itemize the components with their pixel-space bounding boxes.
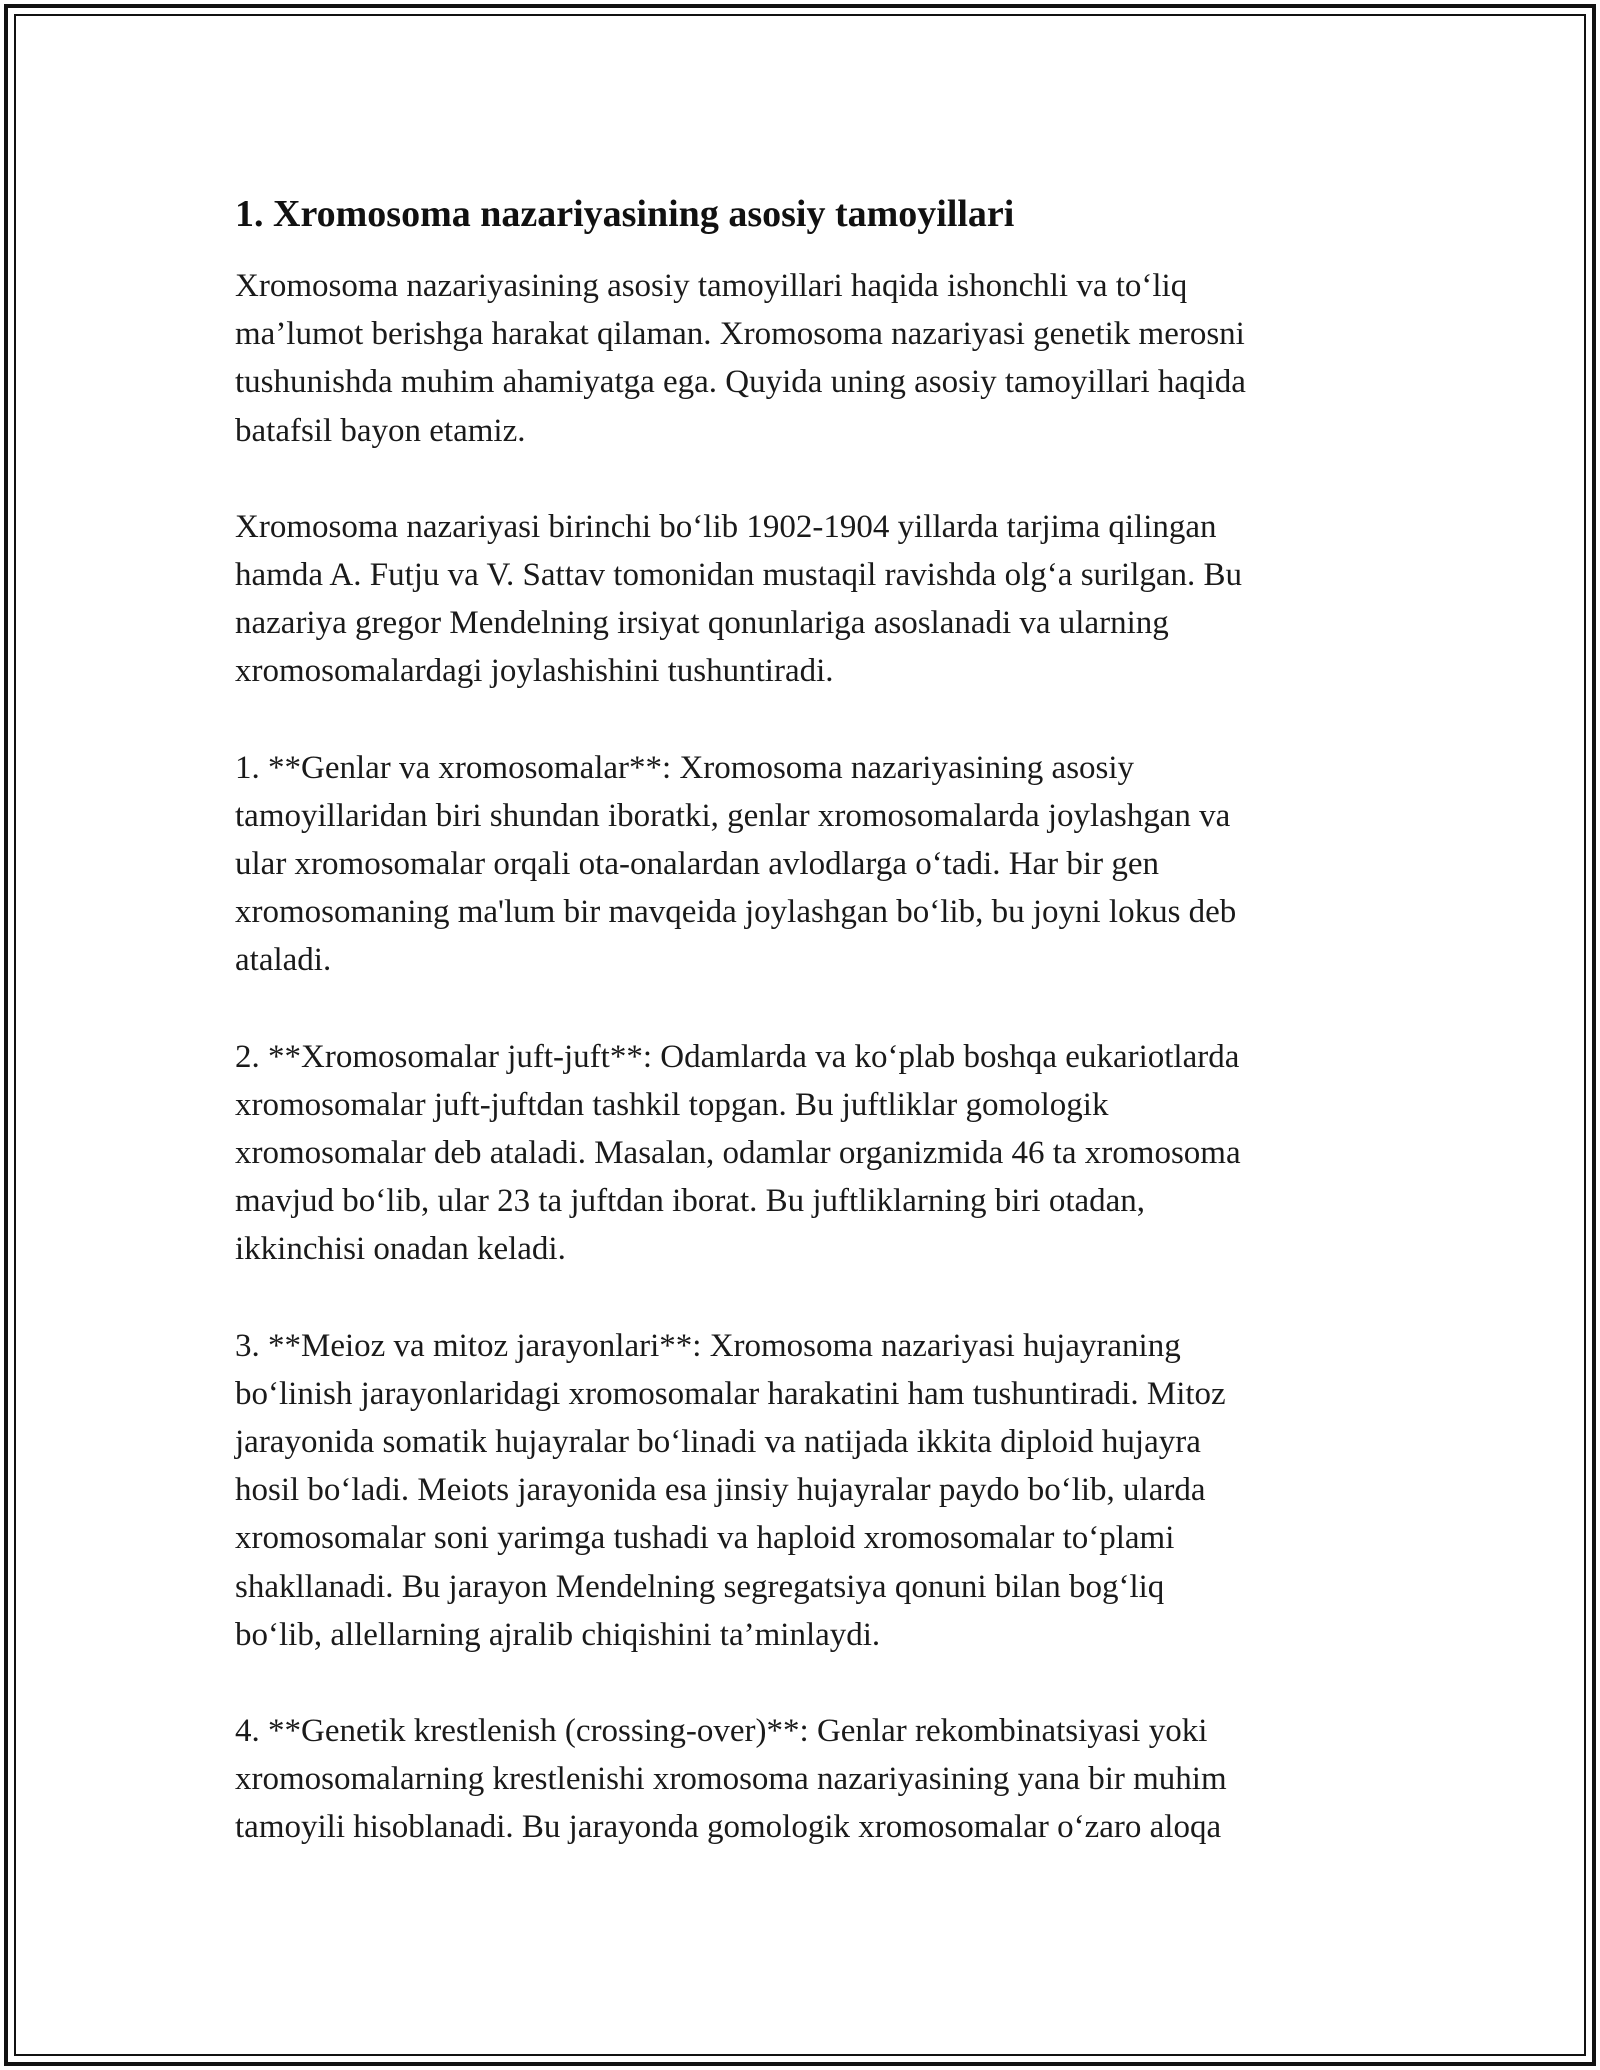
text-line: tamoyili hisoblanadi. Bu jarayonda gomologik xromosomalar o‘zaro aloqa	[235, 1809, 1222, 1846]
text-line: 3. **Meioz va mitoz jarayonlari**: Xromosoma nazariyasi hujayraning	[235, 1327, 1181, 1364]
text-line: jarayonida somatik hujayralar bo‘linadi va natijada ikkita diploid hujayra	[235, 1424, 1201, 1461]
text-line: xromosomalar deb ataladi. Masalan, odamlar organizmida 46 ta xromosoma	[235, 1135, 1241, 1172]
paragraph-point-2	[235, 1033, 1385, 1274]
text-line: tushunishda muhim ahamiyatga ega. Quyida uning asosiy tamoyillari haqida	[235, 364, 1246, 401]
text-line: mavjud bo‘lib, ular 23 ta juftdan iborat. Bu juftliklarning biri otadan,	[235, 1183, 1146, 1220]
paragraph-point-3	[235, 1322, 1385, 1659]
paragraph-history	[235, 503, 1385, 696]
document-body	[235, 186, 1385, 1900]
text-line: xromosomalardagi joylashishini tushuntiradi.	[235, 653, 834, 690]
text-line: hamda A. Futju va V. Sattav tomonidan mustaqil ravishda olg‘a surilgan. Bu	[235, 557, 1243, 594]
text-line: xromosomalar soni yarimga tushadi va haploid xromosomalar to‘plami	[235, 1520, 1175, 1557]
text-line: ma’lumot berishga harakat qilaman. Xromosoma nazariyasi genetik merosni	[235, 316, 1245, 353]
text-line: bo‘linish jarayonlaridagi xromosomalar harakatini ham tushuntiradi. Mitoz	[235, 1375, 1226, 1412]
text-line: 1. **Genlar va xromosomalar**: Xromosoma nazariyasining asosiy	[235, 749, 1135, 786]
text-line: ikkinchisi onadan keladi.	[235, 1231, 566, 1268]
text-line: nazariya gregor Mendelning irsiyat qonunlariga asoslanadi va ularning	[235, 605, 1169, 642]
text-line: xromosomalarning krestlenishi xromosoma nazariyasining yana bir muhim	[235, 1761, 1227, 1798]
text-line: bo‘lib, allellarning ajralib chiqishini ta’minlaydi.	[235, 1616, 881, 1653]
paragraph-intro	[235, 262, 1385, 455]
paragraph-point-1	[235, 744, 1385, 985]
text-line: tamoyillaridan biri shundan iboratki, genlar xromosomalarda joylashgan va	[235, 797, 1231, 834]
text-line: xromosomalar juft-juftdan tashkil topgan. Bu juftliklar gomologik	[235, 1086, 1109, 1123]
text-line: 4. **Genetik krestlenish (crossing-over)**: Genlar rekombinatsiyasi yoki	[235, 1713, 1208, 1750]
text-line: ataladi.	[235, 942, 332, 979]
text-line: ular xromosomalar orqali ota-onalardan avlodlarga o‘tadi. Har bir gen	[235, 846, 1159, 883]
text-line: Xromosoma nazariyasining asosiy tamoyillari haqida ishonchli va to‘liq	[235, 268, 1188, 304]
text-line: batafsil bayon etamiz.	[235, 412, 526, 449]
section-heading: 1. Xromosoma nazariyasining asosiy tamoyillari	[235, 193, 1015, 235]
text-line: hosil bo‘ladi. Meiots jarayonida esa jinsiy hujayralar paydo bo‘lib, ularda	[235, 1472, 1206, 1509]
text-line: Xromosoma nazariyasi birinchi bo‘lib 1902-1904 yillarda tarjima qilingan	[235, 508, 1217, 545]
paragraph-point-4	[235, 1707, 1385, 1852]
text-line: xromosomaning ma'lum bir mavqeida joylashgan bo‘lib, bu joyni lokus deb	[235, 894, 1237, 931]
text-line: 2. **Xromosomalar juft-juft**: Odamlarda va ko‘plab boshqa eukariotlarda	[235, 1038, 1240, 1075]
text-line: shakllanadi. Bu jarayon Mendelning segregatsiya qonuni bilan bog‘liq	[235, 1568, 1165, 1605]
